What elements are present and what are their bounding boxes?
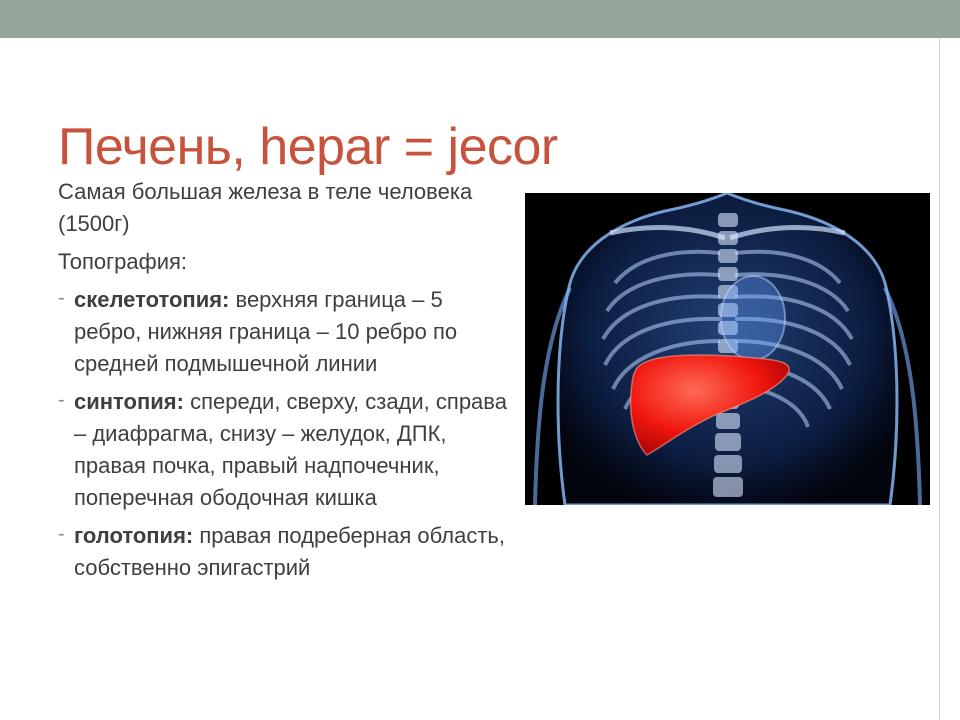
- bullet-text: верхняя граница – 5 ребро, нижняя граница – 10 ребро по средней подмышечной линии: [74, 287, 458, 376]
- bullet-term: скелетотопия:: [74, 287, 230, 312]
- topography-heading: Топография:: [58, 249, 188, 274]
- slide-title: Печень, hepar = jecor: [58, 117, 558, 176]
- bullet-text: спереди, сверху, сзади, справа – диафрагма, снизу – желудок, ДПК, правая почка, правый надпочечник, поперечная ободочная кишка: [74, 389, 507, 510]
- bullet-text: правая подреберная область, собственно эпигастрий: [74, 523, 505, 580]
- intro-text: Самая большая железа в теле человека (1500г): [58, 179, 473, 236]
- bullet-marker: -: [58, 389, 65, 411]
- bullet-syntopy: [58, 386, 508, 514]
- top-bar: [0, 0, 960, 38]
- anatomy-image: [525, 193, 930, 505]
- right-rule: [939, 38, 940, 720]
- bullet-marker: -: [58, 523, 65, 545]
- bullet-term: голотопия:: [74, 523, 194, 548]
- torso-liver-illustration: [525, 193, 930, 505]
- bullet-skeletotopy: [58, 284, 508, 380]
- slide-body: [58, 176, 508, 590]
- bullet-term: синтопия:: [74, 389, 184, 414]
- bullet-holotopy: [58, 520, 508, 584]
- bullet-marker: -: [58, 287, 65, 309]
